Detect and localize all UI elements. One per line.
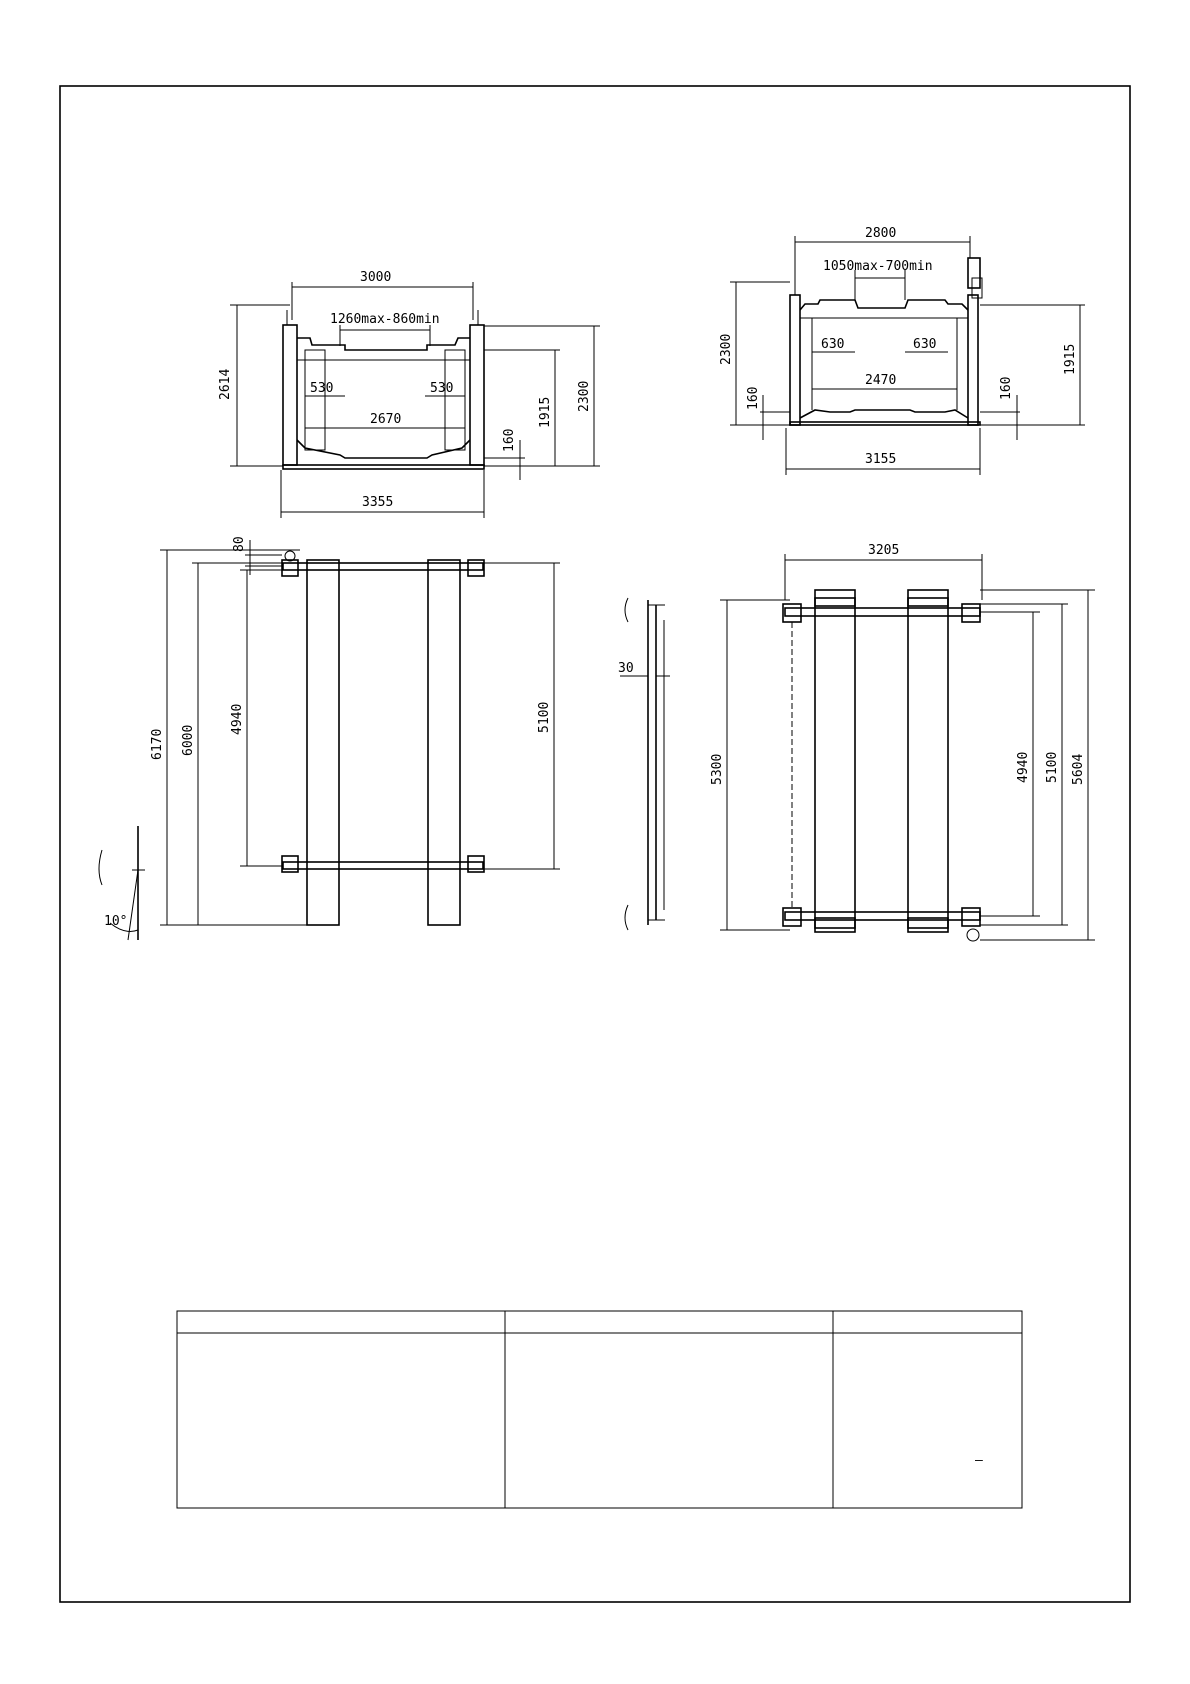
dim-length-6000: 6000	[181, 724, 196, 756]
dim-width-top-right: 2800	[865, 226, 897, 241]
dim-side-offset: 30	[618, 661, 634, 676]
dim-top-offset: 80	[232, 536, 247, 552]
dim-width: 3205	[868, 543, 900, 558]
dim-overall-length-right: 5604	[1071, 753, 1086, 785]
dim-post-spacing-right: 4940	[1016, 751, 1031, 783]
plan-view-right	[710, 543, 1095, 941]
plan-view-left	[99, 536, 560, 940]
dim-lift-height-right: 1915	[1063, 343, 1078, 375]
right-post	[470, 325, 484, 465]
dim-inner-width-right: 2470	[865, 373, 897, 388]
dim-inner-width: 2670	[370, 412, 402, 427]
title-block-frame	[177, 1311, 1022, 1508]
left-post	[283, 325, 297, 465]
runway-right	[428, 560, 460, 925]
runway-left-right	[815, 598, 855, 928]
sheet-border	[60, 86, 1130, 1602]
dim-pad-left: 530	[310, 381, 334, 396]
dim-height-right: 2300	[577, 380, 592, 412]
side-detail	[618, 598, 670, 930]
title-block	[177, 1311, 1022, 1508]
dim-arm-range: 1260max-860min	[330, 312, 440, 327]
base-plate	[283, 465, 484, 469]
dim-runway-length: 5100	[537, 701, 552, 733]
dim-pad-right: 530	[430, 381, 454, 396]
dim-platform-height: 160	[502, 428, 517, 452]
dim-post-spacing: 4940	[230, 703, 245, 735]
title-block-mark: –	[975, 1453, 983, 1468]
dim-height-total-right: 2300	[719, 333, 734, 365]
front-view-right	[719, 226, 1085, 475]
dim-platform-left-right: 160	[746, 386, 761, 410]
dim-overall-base: 3355	[362, 495, 394, 510]
runway-right-right	[908, 598, 948, 928]
dim-length: 5300	[710, 753, 725, 785]
dim-ramp-angle: 10°	[104, 914, 128, 929]
dim-width-top: 3000	[360, 270, 392, 285]
runway-left	[307, 560, 339, 925]
dim-platform-right-right: 160	[999, 376, 1014, 400]
dim-overall-base-right: 3155	[865, 452, 897, 467]
dim-height-total: 2614	[218, 368, 233, 400]
dim-pad-left-right: 630	[821, 337, 845, 352]
dim-pad-right-right: 630	[913, 337, 937, 352]
dim-overall-length: 6170	[150, 728, 165, 760]
dim-arm-range-right: 1050max-700min	[823, 259, 933, 274]
dim-runway-length-right: 5100	[1045, 751, 1060, 783]
dim-lift-height: 1915	[538, 396, 553, 428]
front-view-left	[218, 270, 600, 518]
